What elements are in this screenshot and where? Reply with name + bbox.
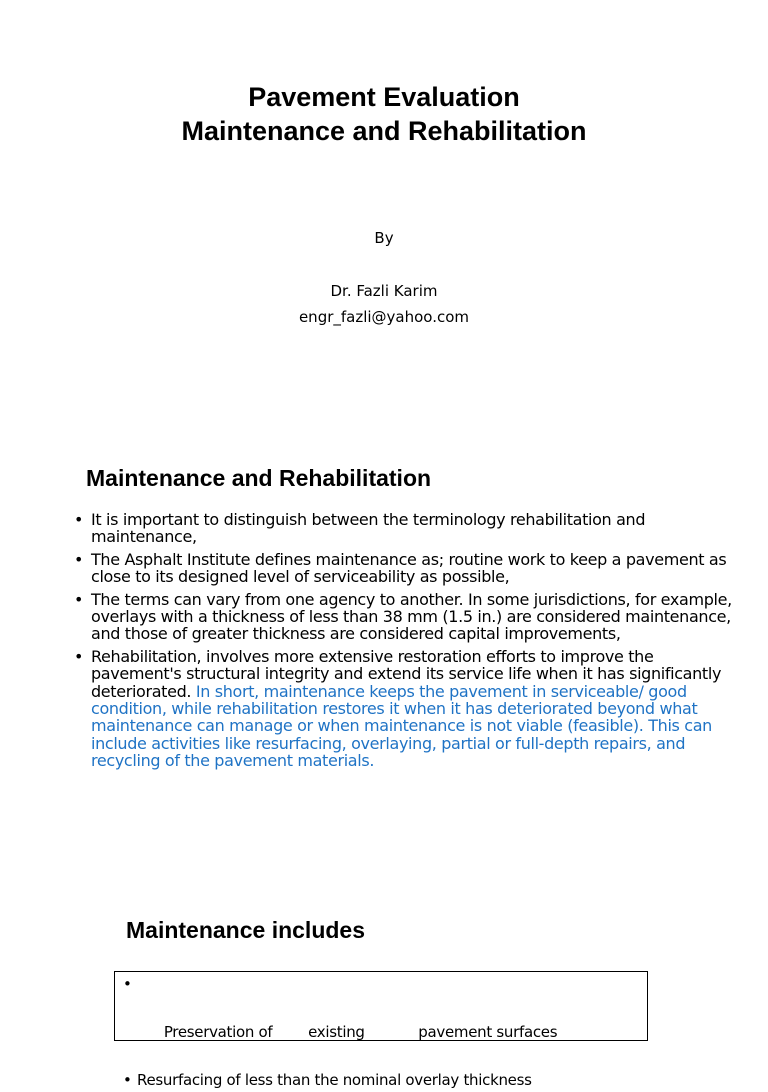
bullet-item bbox=[74, 551, 734, 586]
bullet-item bbox=[74, 591, 734, 643]
maintenance-includes-box bbox=[114, 971, 648, 1089]
highlighted-summary-text: In short, maintenance keeps the pavement in serviceable/ good condition, while rehabilitation restores it when it has deteriorated beyond what maintenance can manage or when maintenance is not viable (feasible). This can include activities like resurfacing, overlaying, partial or full-depth repairs, and recycling of the pavement materials. bbox=[91, 681, 712, 771]
bullet-icon: • bbox=[74, 646, 84, 666]
section-heading-maintenance-includes: Maintenance includes bbox=[126, 917, 366, 943]
by-label: By bbox=[374, 229, 394, 247]
section-heading-maintenance-rehabilitation: Maintenance and Rehabilitation bbox=[86, 465, 432, 491]
bullet-icon: • bbox=[74, 549, 84, 569]
bullet-text: The Asphalt Institute defines maintenance as; routine work to keep a pavement as close to its designed level of serviceability as possible, bbox=[91, 549, 727, 587]
list-item bbox=[115, 1068, 647, 1092]
bullet-icon: • bbox=[123, 975, 132, 993]
list-item-text: Preservation of existing pavement surfaces bbox=[163, 1023, 558, 1041]
bullet-text: The terms can vary from one agency to another. In some jurisdictions, for example, overlays with a thickness of less than 38 mm (1.5 in.) are considered maintenance, and those of greater thickness are considered capital improvements, bbox=[91, 589, 732, 644]
bullet-icon: • bbox=[74, 589, 84, 609]
bullet-text: Rehabilitation, involves more extensive restoration efforts to improve the pavement's structural integrity and extend its service life when it has significantly deteriorated. bbox=[91, 646, 722, 701]
list-item bbox=[115, 972, 647, 1068]
presentation-title-line-1: Pavement Evaluation bbox=[248, 82, 520, 112]
bullet-icon: • bbox=[74, 510, 84, 529]
bullet-list bbox=[74, 511, 734, 775]
bullet-item bbox=[74, 511, 734, 546]
bullet-icon: • bbox=[123, 1071, 132, 1089]
author-name: Dr. Fazli Karim bbox=[330, 282, 438, 300]
bullet-text: It is important to distinguish between the terminology rehabilitation and maintenance, bbox=[91, 510, 646, 547]
list-item-text: Resurfacing of less than the nominal overlay thickness bbox=[137, 1071, 532, 1089]
bullet-item bbox=[74, 648, 734, 770]
presentation-title-line-2: Maintenance and Rehabilitation bbox=[181, 116, 587, 146]
author-email: engr_fazli@yahoo.com bbox=[298, 308, 470, 326]
